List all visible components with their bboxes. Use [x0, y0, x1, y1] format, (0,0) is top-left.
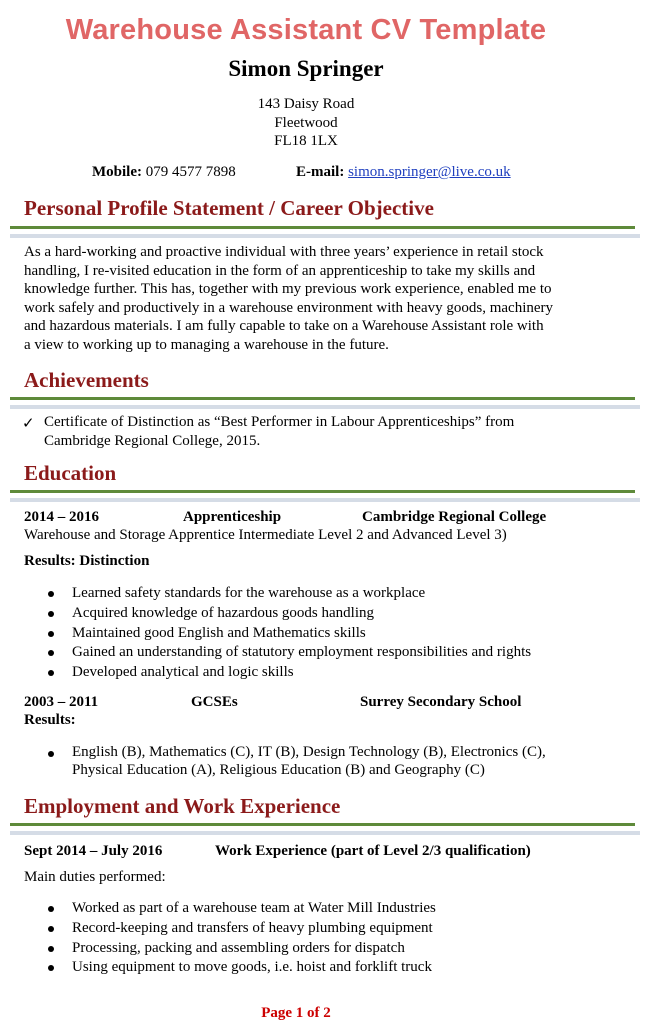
profile-paragraph — [24, 243, 604, 355]
employment-bullets — [48, 899, 436, 978]
list-item — [48, 624, 531, 644]
list-item — [48, 643, 531, 663]
education-institution: Surrey Secondary School — [360, 694, 522, 710]
list-item-text: Worked as part of a warehouse team at Water Mill Industries — [72, 900, 436, 916]
bullet-dot-icon — [48, 751, 54, 757]
achievements-section-title: Achievements — [24, 368, 149, 392]
page-number: Page 1 of 2 — [261, 1005, 331, 1021]
list-item-text: Learned safety standards for the warehouse as a workplace — [72, 585, 426, 601]
achievement-line: Cambridge Regional College, 2015. — [44, 433, 261, 449]
section-divider-grey — [10, 498, 640, 502]
list-item-text: Physical Education (A), Religious Education (B) and Geography (C) — [72, 762, 485, 778]
section-divider-green — [10, 226, 635, 229]
list-item — [48, 584, 531, 604]
list-item — [48, 899, 436, 919]
bullet-dot-icon — [48, 906, 54, 912]
email-link[interactable]: simon.springer@live.co.uk — [348, 164, 511, 180]
section-divider-grey — [10, 831, 640, 835]
section-divider-green — [10, 823, 635, 826]
list-item-text: English (B), Mathematics (C), IT (B), Design Technology (B), Electronics (C), — [72, 744, 546, 760]
achievement-item — [22, 414, 582, 454]
employment-role: Work Experience (part of Level 2/3 qualification) — [215, 843, 531, 859]
list-item — [48, 604, 531, 624]
address-line-2: Fleetwood — [274, 115, 338, 131]
bullet-dot-icon — [48, 631, 54, 637]
employment-section-title: Employment and Work Experience — [24, 794, 341, 818]
mobile-value: 079 4577 7898 — [145, 164, 236, 180]
address-line-3: FL18 1LX — [274, 133, 338, 149]
list-item — [48, 919, 436, 939]
list-item-text: Processing, packing and assembling orders for dispatch — [72, 939, 405, 956]
profile-line: handling, I re-visited education in the form of an apprenticeship to take my skills and — [24, 262, 536, 279]
profile-line: knowledge further. This has, together with my previous work experience, enabled me to — [24, 281, 552, 298]
duties-label: Main duties performed: — [24, 869, 166, 885]
bullet-dot-icon — [48, 946, 54, 952]
document-title: Warehouse Assistant CV Template — [65, 14, 547, 46]
list-item — [48, 939, 436, 959]
employment-dates: Sept 2014 – July 2016 — [24, 843, 163, 859]
bullet-dot-icon — [48, 611, 54, 617]
education-institution: Cambridge Regional College — [362, 509, 547, 525]
profile-section-title: Personal Profile Statement / Career Objective — [24, 196, 434, 220]
education-dates: 2014 – 2016 — [24, 509, 99, 525]
list-item-text: Developed analytical and logic skills — [72, 664, 294, 681]
list-item-text: Using equipment to move goods, i.e. hoist and forklift truck — [72, 959, 432, 976]
list-item-text: Record-keeping and transfers of heavy plumbing equipment — [72, 919, 433, 936]
bullet-dot-icon — [48, 926, 54, 932]
bullet-dot-icon — [48, 670, 54, 676]
education-qualification: GCSEs — [191, 694, 238, 710]
education-dates: 2003 – 2011 — [24, 694, 99, 710]
gcse-results-list — [48, 744, 608, 784]
section-divider-grey — [10, 234, 640, 238]
list-item-text: Acquired knowledge of hazardous goods handling — [72, 604, 375, 621]
education-results: Results: Distinction — [24, 553, 150, 569]
section-divider-green — [10, 490, 635, 493]
education-bullets — [48, 584, 531, 683]
education-description: Warehouse and Storage Apprentice Intermediate Level 2 and Advanced Level 3) — [24, 527, 507, 543]
profile-line: As a hard-working and proactive individual with three years’ experience in retail stock — [24, 244, 544, 260]
address-line-1: 143 Daisy Road — [257, 96, 355, 112]
list-item — [48, 663, 531, 683]
bullet-dot-icon — [48, 591, 54, 597]
bullet-dot-icon — [48, 650, 54, 656]
list-item-text: Gained an understanding of statutory employment responsibilities and rights — [72, 644, 532, 661]
candidate-name: Simon Springer — [228, 56, 384, 81]
section-divider-green — [10, 397, 635, 400]
section-divider-grey — [10, 405, 640, 409]
profile-line: work safely and productively in a warehouse environment with heavy goods, machinery — [24, 299, 554, 316]
profile-line: and hazardous materials. I am fully capable to take on a Warehouse Assistant role with — [24, 318, 544, 335]
profile-line: a view to working up to managing a warehouse in the future. — [24, 336, 389, 353]
email-contact — [296, 164, 511, 181]
education-section-title: Education — [24, 461, 117, 485]
achievement-line: Certificate of Distinction as “Best Performer in Labour Apprenticeships” from — [44, 414, 515, 430]
list-item — [48, 958, 436, 978]
mobile-contact — [92, 164, 236, 181]
education-results: Results: — [24, 712, 76, 728]
education-qualification: Apprenticeship — [183, 509, 282, 525]
mobile-label: Mobile: — [92, 164, 142, 180]
list-item-text: Maintained good English and Mathematics skills — [72, 624, 366, 641]
check-mark-icon: ✓ — [22, 416, 35, 432]
email-label: E-mail: — [296, 164, 345, 180]
bullet-dot-icon — [48, 965, 54, 971]
